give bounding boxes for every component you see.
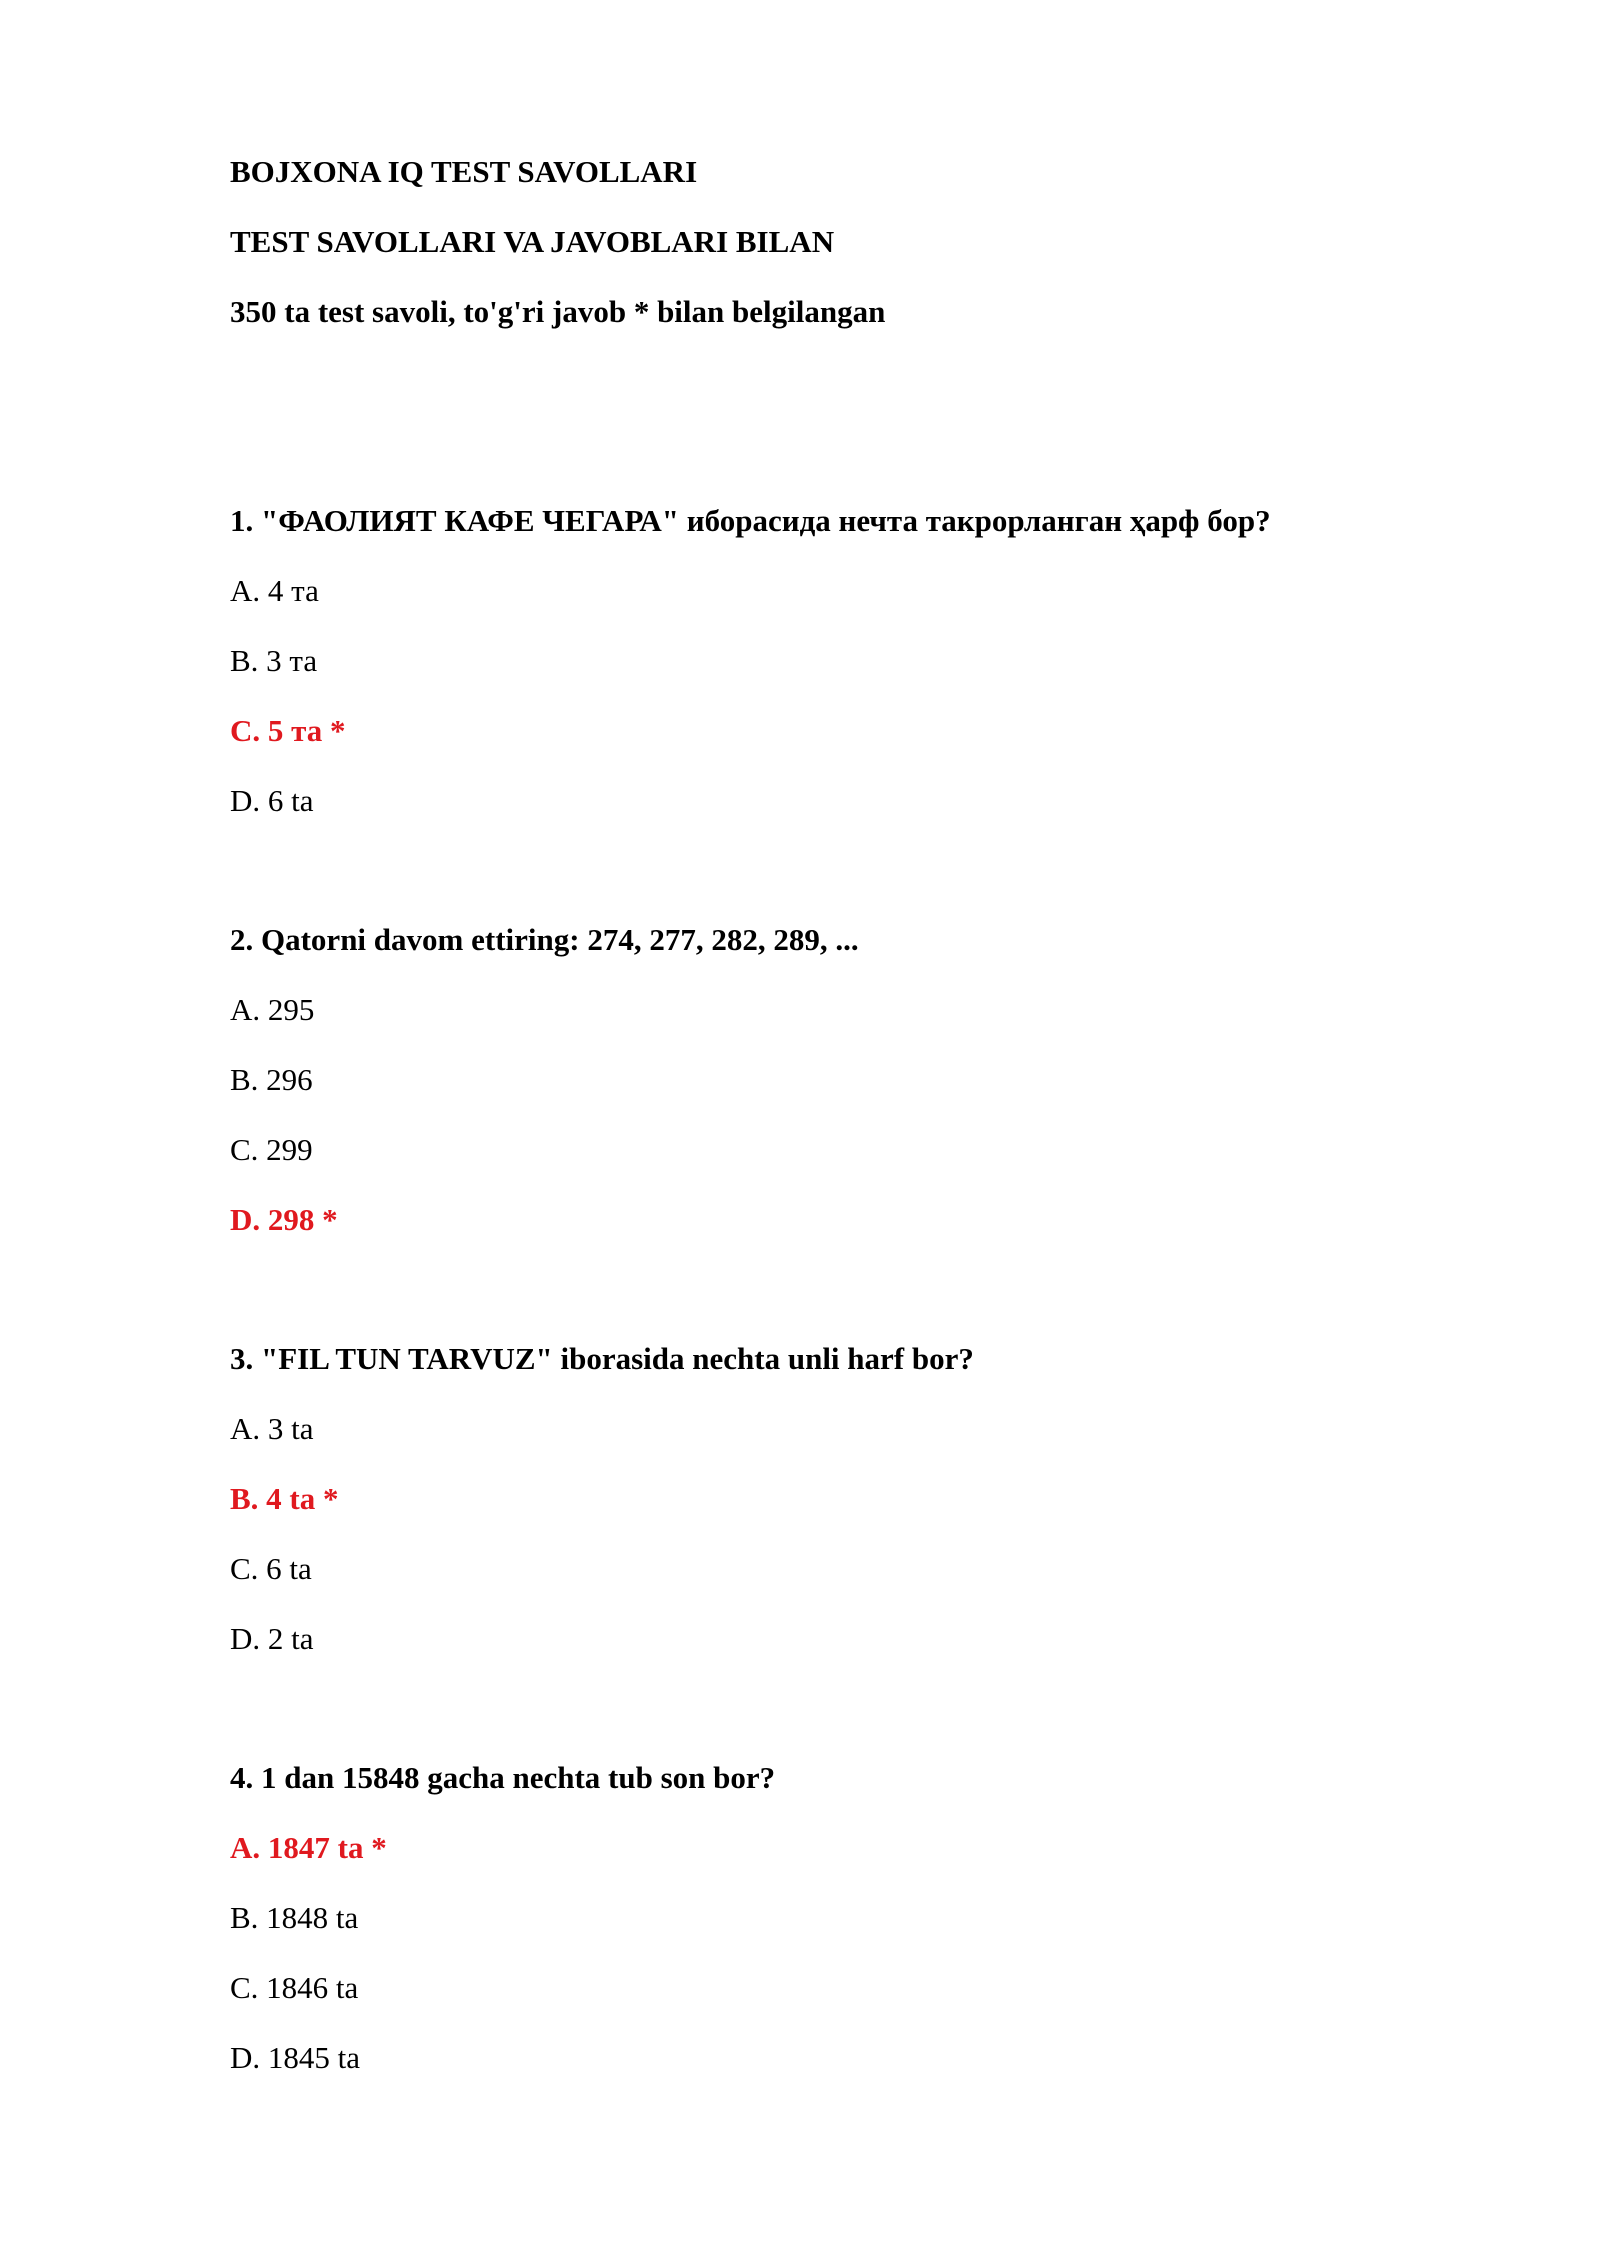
question-text: 4. 1 dan 15848 gacha nechta tub son bor? <box>230 1760 776 1795</box>
document-title: BOJXONA IQ TEST SAVOLLARI <box>230 154 698 189</box>
document-subtitle: TEST SAVOLLARI VA JAVOBLARI BILAN <box>230 224 835 259</box>
answer-option: D. 1845 ta <box>230 2040 361 2075</box>
correct-answer-option: A. 1847 ta * <box>230 1830 387 1865</box>
correct-answer-option: D. 298 * <box>230 1202 338 1237</box>
question-text: 2. Qatorni davom ettiring: 274, 277, 282, 289, ... <box>230 922 859 957</box>
document-note: 350 ta test savoli, to'g'ri javob * bilan belgilangan <box>230 294 886 329</box>
answer-option: B. 296 <box>230 1062 313 1097</box>
answer-option: B. 1848 ta <box>230 1900 359 1935</box>
correct-answer-option: B. 4 ta * <box>230 1481 339 1516</box>
question-text: 1. "ФАОЛИЯТ КАФЕ ЧЕГАРА" иборасида нечта такрорланган ҳарф бор? <box>230 503 1271 538</box>
question-text: 3. "FIL TUN TARVUZ" iborasida nechta unli harf bor? <box>230 1341 974 1376</box>
answer-option: C. 299 <box>230 1132 313 1167</box>
answer-option: D. 6 ta <box>230 783 314 818</box>
answer-option: C. 1846 ta <box>230 1970 359 2005</box>
answer-option: A. 295 <box>230 992 315 1027</box>
answer-option: A. 3 ta <box>230 1411 314 1446</box>
answer-option: A. 4 та <box>230 573 319 608</box>
answer-option: B. 3 та <box>230 643 318 678</box>
correct-answer-option: C. 5 та * <box>230 713 346 748</box>
answer-option: C. 6 ta <box>230 1551 312 1586</box>
answer-option: D. 2 ta <box>230 1621 314 1656</box>
